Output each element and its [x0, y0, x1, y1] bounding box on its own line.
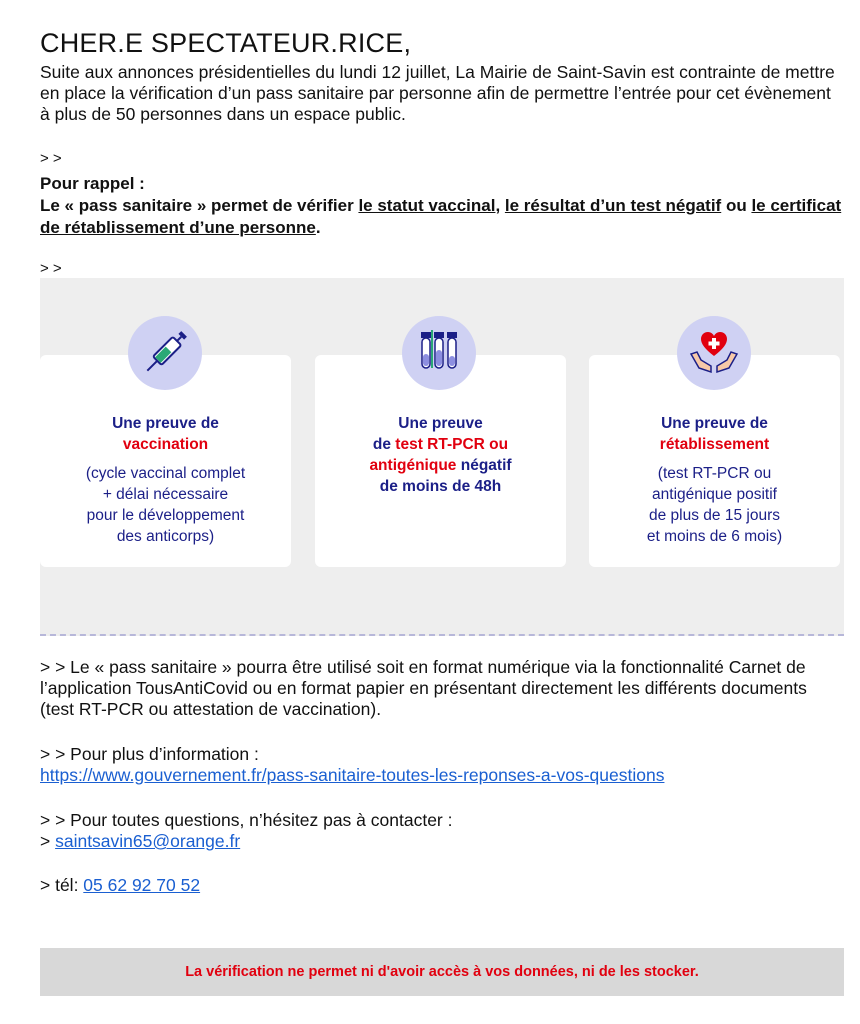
privacy-banner [40, 948, 844, 996]
card-recovery-text: Une preuve de rétablissement (test RT-PCR ou antigénique positif de plus de 15 jours et moins de 6 mois) [646, 415, 783, 545]
phone-link[interactable]: 05 62 92 70 52 [83, 875, 201, 895]
info-block [40, 744, 840, 786]
marker-1: > > [40, 150, 62, 167]
email-link[interactable]: saintsavin65@orange.fr [55, 831, 241, 851]
marker-2: > > [40, 260, 62, 277]
reminder-block [40, 173, 845, 239]
reminder-test: le résultat d’un test négatif [504, 196, 722, 215]
phone-line: > tél: 05 62 92 70 52 [40, 875, 201, 895]
info-link[interactable]: https://www.gouvernement.fr/pass-sanitaire-toutes-les-reponses-a-vos-questions [40, 765, 665, 785]
contact-label: > > Pour toutes questions, n’hésitez pas à contacter : [40, 810, 453, 830]
reminder-vaccinal: le statut vaccinal [358, 196, 496, 215]
card-test-text: Une preuve de test RT-PCR ou antigénique négatif de moins de 48h [369, 415, 512, 495]
card-vaccination-text: Une preuve de vaccination (cycle vaccinal complet + délai nécessaire pour le développement des anticorps) [85, 415, 246, 545]
contact-email-line: > saintsavin65@orange.fr [40, 831, 241, 851]
reminder-text: Le « pass sanitaire » permet de vérifier le statut vaccinal, le résultat d’un test négatif ou le certificat de rétablissement d’une personne. [40, 196, 842, 237]
pass-infographic [40, 278, 844, 636]
usage-paragraph: > > Le « pass sanitaire » pourra être utilisé soit en format numérique via la fonctionnalité Carnet de l’application TousAntiCovid ou en format papier en présentant directement les différents documents (test RT-PCR ou attestation de vaccination). [40, 657, 807, 719]
syringe-icon [128, 316, 202, 390]
reminder-heading: Pour rappel : [40, 174, 145, 193]
test-tubes-icon [402, 316, 476, 390]
privacy-banner-text: La vérification ne permet ni d'avoir accès à vos données, ni de les stocker. [185, 964, 699, 980]
contact-block [40, 810, 840, 852]
page-title: CHER.E SPECTATEUR.RICE, [40, 28, 412, 58]
reminder-certificate: le certificat de rétablissement d’une personne [40, 196, 842, 237]
dashed-divider [40, 634, 844, 636]
info-label: > > Pour plus d’information : [40, 744, 259, 764]
intro-paragraph: Suite aux annonces présidentielles du lundi 12 juillet, La Mairie de Saint-Savin est contrainte de mettre en place la vérification d’un pass sanitaire par personne afin de permettre l’entrée pour cet évènement à plus de 50 personnes dans un espace public. [40, 62, 835, 124]
heart-hands-icon [677, 316, 751, 390]
